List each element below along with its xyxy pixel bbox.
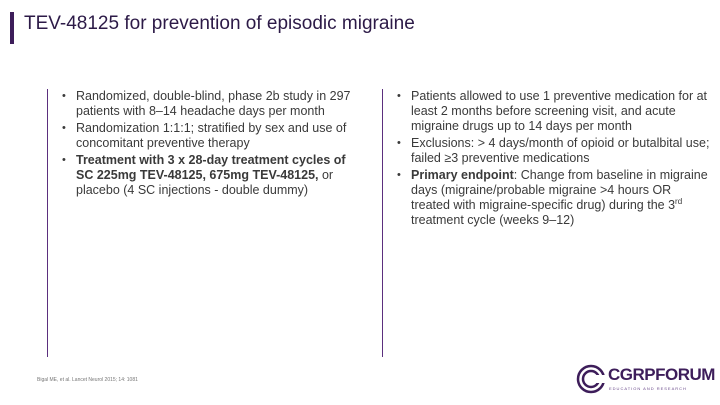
logo-subtitle: EDUCATION AND RESEARCH: [609, 386, 687, 391]
citation: Bigal ME, et al. Lancet Neurol 2015; 14: 1081: [37, 377, 138, 383]
left-column: [47, 89, 357, 357]
bullet-text: : Change from baseline in migraine days (migraine/probable migraine >4 hours OR treated with migraine-specific drug) during the 3: [411, 168, 708, 212]
cgrp-forum-logo-icon: [576, 364, 606, 394]
bullet-bold-text: Primary endpoint: [411, 168, 514, 182]
bullet-text: or placebo (4 SC injections - double dummy): [76, 168, 334, 197]
bullet-text: Exclusions: > 4 days/month of opioid or butalbital use; failed ≥3 preventive medications: [411, 136, 710, 165]
bullet-text: treatment cycle (weeks 9–12): [411, 213, 575, 227]
slide-title: TEV-48125 for prevention of episodic migraine: [24, 13, 415, 34]
bullet-text: Randomization 1:1:1; stratified by sex and use of concomitant preventive therapy: [76, 121, 347, 150]
bullet-text: Patients allowed to use 1 preventive medication for at least 2 months before screening visit, and acute migraine drugs up to 14 days per month: [411, 89, 708, 133]
list-item: [397, 89, 712, 134]
title-accent-bar: [10, 12, 14, 44]
superscript: rd: [675, 196, 683, 206]
list-item: [397, 168, 712, 228]
cgrp-forum-logo: [576, 361, 716, 399]
right-bullet-list: [383, 89, 712, 228]
left-bullet-list: [48, 89, 357, 198]
right-column: [382, 89, 712, 357]
logo-text: CGRPFORUM: [608, 365, 715, 384]
list-item: [397, 136, 712, 166]
bullet-text: Randomized, double-blind, phase 2b study in 297 patients with 8–14 headache days per month: [76, 89, 351, 118]
bullet-bold-text: Treatment with 3 x 28-day treatment cycles of SC 225mg TEV-48125, 675mg TEV-48125,: [76, 153, 346, 182]
list-item: [62, 153, 357, 198]
list-item: [62, 89, 357, 119]
list-item: [62, 121, 357, 151]
